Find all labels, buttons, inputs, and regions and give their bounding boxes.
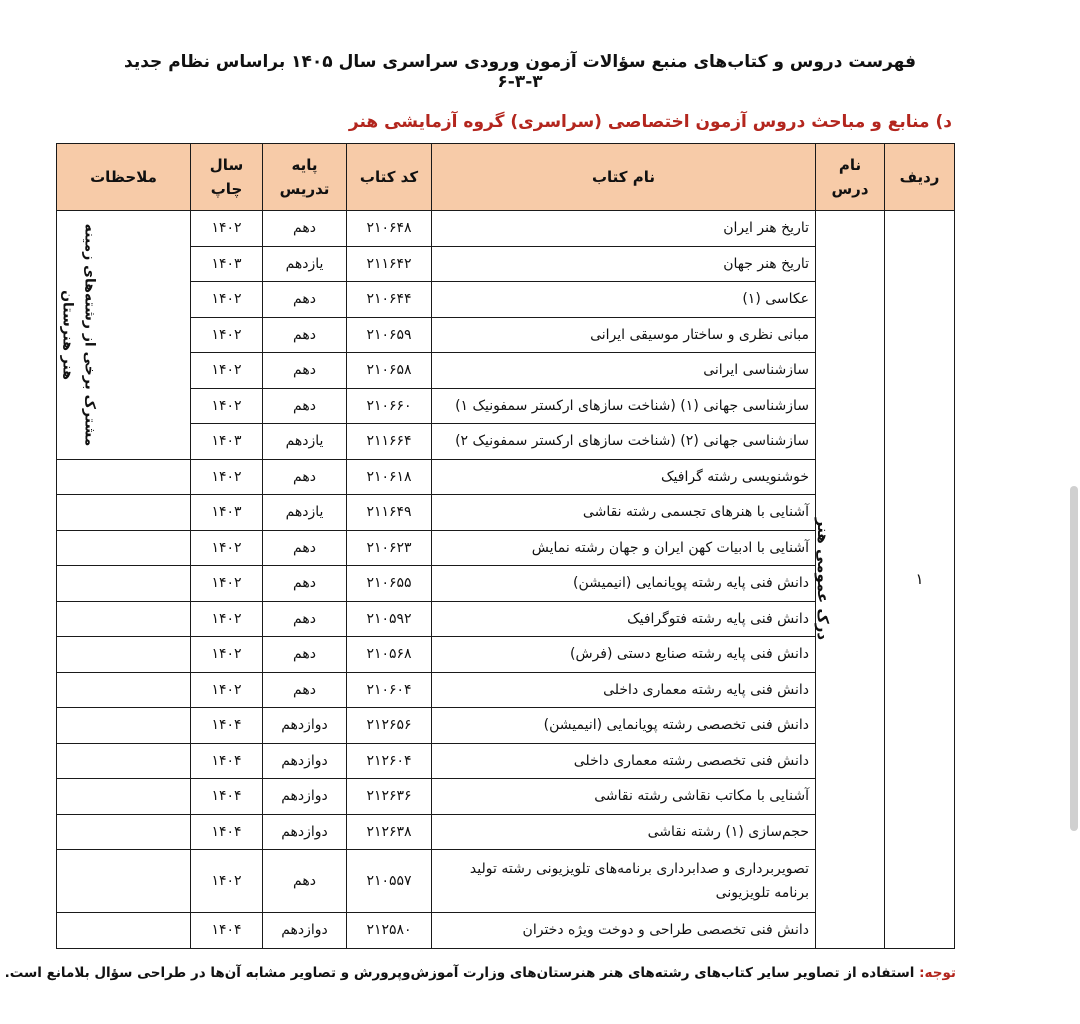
grade-cell: دهم	[263, 672, 347, 708]
book-code-cell: ۲۱۰۶۲۳	[347, 530, 432, 566]
grade-cell: دهم	[263, 530, 347, 566]
grade-cell: دهم	[263, 601, 347, 637]
notes-cell	[57, 637, 191, 673]
grade-cell: یازدهم	[263, 495, 347, 531]
book-code-cell: ۲۱۱۶۶۴	[347, 424, 432, 460]
book-name-cell: آشنایی با ادبیات کهن ایران و جهان رشته نمایش	[432, 530, 816, 566]
book-code-cell: ۲۱۰۶۵۹	[347, 317, 432, 353]
book-code-cell: ۲۱۰۵۹۲	[347, 601, 432, 637]
grade-cell: دوازدهم	[263, 708, 347, 744]
radif-cell: ۱	[885, 211, 955, 949]
grade-cell: دهم	[263, 637, 347, 673]
year-cell: ۱۴۰۲	[191, 282, 263, 318]
book-name-cell: عکاسی (۱)	[432, 282, 816, 318]
grade-cell: دهم	[263, 850, 347, 913]
book-name-cell: خوشنویسی رشته گرافیک	[432, 459, 816, 495]
course-cell	[813, 211, 885, 949]
sources-table	[56, 143, 955, 949]
year-cell: ۱۴۰۳	[191, 246, 263, 282]
book-code-cell: ۲۱۰۶۶۰	[347, 388, 432, 424]
header-book-name: نام کتاب	[432, 144, 816, 211]
book-name-cell: دانش فنی پایه رشته معماری داخلی	[432, 672, 816, 708]
book-name-line-1: تصویربرداری و صدابرداری برنامه‌های تلویزیونی رشته تولید	[469, 861, 809, 877]
book-code-cell: ۲۱۲۶۳۶	[347, 779, 432, 815]
header-year: سال چاپ	[191, 144, 263, 211]
notes-cell	[57, 495, 191, 531]
footer-note	[5, 965, 956, 981]
book-code-cell: ۲۱۰۶۴۸	[347, 211, 432, 247]
book-code-cell: ۲۱۲۶۵۶	[347, 708, 432, 744]
book-code-cell: ۲۱۲۶۳۸	[347, 814, 432, 850]
year-cell: ۱۴۰۲	[191, 211, 263, 247]
notes-cell	[57, 708, 191, 744]
table-wrapper	[56, 143, 954, 949]
notes-line-2: هنر هنرستان	[59, 289, 76, 380]
book-code-cell: ۲۱۲۶۰۴	[347, 743, 432, 779]
grade-cell: دوازدهم	[263, 779, 347, 815]
year-cell: ۱۴۰۲	[191, 637, 263, 673]
book-name-cell: دانش فنی تخصصی رشته پویانمایی (انیمیشن)	[432, 708, 816, 744]
notes-cell	[57, 913, 191, 949]
book-name-cell: تاریخ هنر ایران	[432, 211, 816, 247]
grade-cell: دهم	[263, 211, 347, 247]
grade-cell: دهم	[263, 353, 347, 389]
notes-text	[57, 223, 101, 446]
book-name-cell: دانش فنی پایه رشته فتوگرافیک	[432, 601, 816, 637]
year-cell: ۱۴۰۳	[191, 495, 263, 531]
grade-cell: دهم	[263, 388, 347, 424]
notes-cell	[57, 850, 191, 913]
book-name-cell: دانش فنی پایه رشته پویانمایی (انیمیشن)	[432, 566, 816, 602]
year-cell: ۱۴۰۴	[191, 779, 263, 815]
year-cell: ۱۴۰۲	[191, 672, 263, 708]
book-name-cell: سازشناسی جهانی (۱) (شناخت سازهای ارکستر سمفونیک ۱)	[432, 388, 816, 424]
grade-cell: یازدهم	[263, 246, 347, 282]
table-header-row	[57, 144, 955, 211]
book-name-cell: مبانی نظری و ساختار موسیقی ایرانی	[432, 317, 816, 353]
book-code-cell: ۲۱۰۶۰۴	[347, 672, 432, 708]
book-name-cell: سازشناسی جهانی (۲) (شناخت سازهای ارکستر سمفونیک ۲)	[432, 424, 816, 460]
year-cell: ۱۴۰۲	[191, 459, 263, 495]
year-cell: ۱۴۰۲	[191, 566, 263, 602]
year-cell: ۱۴۰۲	[191, 530, 263, 566]
notes-cell	[57, 459, 191, 495]
grade-cell: دهم	[263, 317, 347, 353]
grade-cell: دهم	[263, 566, 347, 602]
book-name-cell: آشنایی با مکاتب نقاشی رشته نقاشی	[432, 779, 816, 815]
notes-merged-cell	[57, 211, 191, 460]
year-cell: ۱۴۰۴	[191, 913, 263, 949]
course-name: درک عمومی هنر	[813, 518, 832, 641]
grade-cell: دوازدهم	[263, 814, 347, 850]
grade-cell: یازدهم	[263, 424, 347, 460]
header-course: نام درس	[816, 144, 885, 211]
grade-cell: دوازدهم	[263, 743, 347, 779]
header-book-code: کد کتاب	[347, 144, 432, 211]
book-code-cell: ۲۱۰۵۶۸	[347, 637, 432, 673]
book-name-cell: تاریخ هنر جهان	[432, 246, 816, 282]
notes-cell	[57, 743, 191, 779]
note-text: استفاده از تصاویر سایر کتاب‌های رشته‌های هنر هنرستان‌های وزارت آموزش‌وپرورش و تصاویر مشابه آن‌ها در طراحی سؤال بلامانع است.	[4, 965, 915, 981]
year-cell: ۱۴۰۴	[191, 743, 263, 779]
section-title: د) منابع و مباحث دروس آزمون اختصاصی (سراسری) گروه آزمایشی هنر	[348, 112, 952, 132]
book-name-line-2: برنامه تلویزیونی	[715, 885, 809, 901]
book-code-cell: ۲۱۰۶۱۸	[347, 459, 432, 495]
year-cell: ۱۴۰۲	[191, 601, 263, 637]
note-label: توجه:	[919, 965, 956, 981]
grade-cell: دهم	[263, 459, 347, 495]
year-cell: ۱۴۰۲	[191, 388, 263, 424]
header-notes: ملاحظات	[57, 144, 191, 211]
year-cell: ۱۴۰۴	[191, 814, 263, 850]
book-code-cell: ۲۱۰۶۵۸	[347, 353, 432, 389]
book-name-cell: دانش فنی تخصصی رشته معماری داخلی	[432, 743, 816, 779]
grade-cell: دهم	[263, 282, 347, 318]
book-name-cell: دانش فنی پایه رشته صنایع دستی (فرش)	[432, 637, 816, 673]
book-name-cell	[432, 850, 816, 913]
notes-cell	[57, 566, 191, 602]
book-code-cell: ۲۱۰۵۵۷	[347, 850, 432, 913]
table-row	[57, 211, 955, 247]
book-code-cell: ۲۱۱۶۴۹	[347, 495, 432, 531]
header-grade: پایه تدریس	[263, 144, 347, 211]
book-name-cell: سازشناسی ایرانی	[432, 353, 816, 389]
grade-cell: دوازدهم	[263, 913, 347, 949]
notes-line-1: مشترک برخی از رشته‌های زمینه	[81, 223, 98, 447]
notes-cell	[57, 530, 191, 566]
notes-cell	[57, 672, 191, 708]
year-cell: ۱۴۰۲	[191, 353, 263, 389]
document-title: فهرست دروس و کتاب‌های منبع سؤالات آزمون ورودی سراسری سال ۱۴۰۵ براساس نظام جدید ۳-۳-۶	[124, 52, 916, 92]
book-code-cell: ۲۱۰۶۵۵	[347, 566, 432, 602]
book-code-cell: ۲۱۲۵۸۰	[347, 913, 432, 949]
year-cell: ۱۴۰۲	[191, 317, 263, 353]
notes-cell	[57, 779, 191, 815]
book-code-cell: ۲۱۱۶۴۲	[347, 246, 432, 282]
notes-cell	[57, 814, 191, 850]
year-cell: ۱۴۰۳	[191, 424, 263, 460]
notes-cell	[57, 601, 191, 637]
year-cell: ۱۴۰۲	[191, 850, 263, 913]
book-name-cell: دانش فنی تخصصی طراحی و دوخت ویژه دختران	[432, 913, 816, 949]
year-cell: ۱۴۰۴	[191, 708, 263, 744]
book-name-cell: آشنایی با هنرهای تجسمی رشته نقاشی	[432, 495, 816, 531]
book-code-cell: ۲۱۰۶۴۴	[347, 282, 432, 318]
book-name-cell: حجم‌سازی (۱) رشته نقاشی	[432, 814, 816, 850]
vertical-scrollbar[interactable]	[1070, 486, 1078, 831]
header-radif: ردیف	[885, 144, 955, 211]
